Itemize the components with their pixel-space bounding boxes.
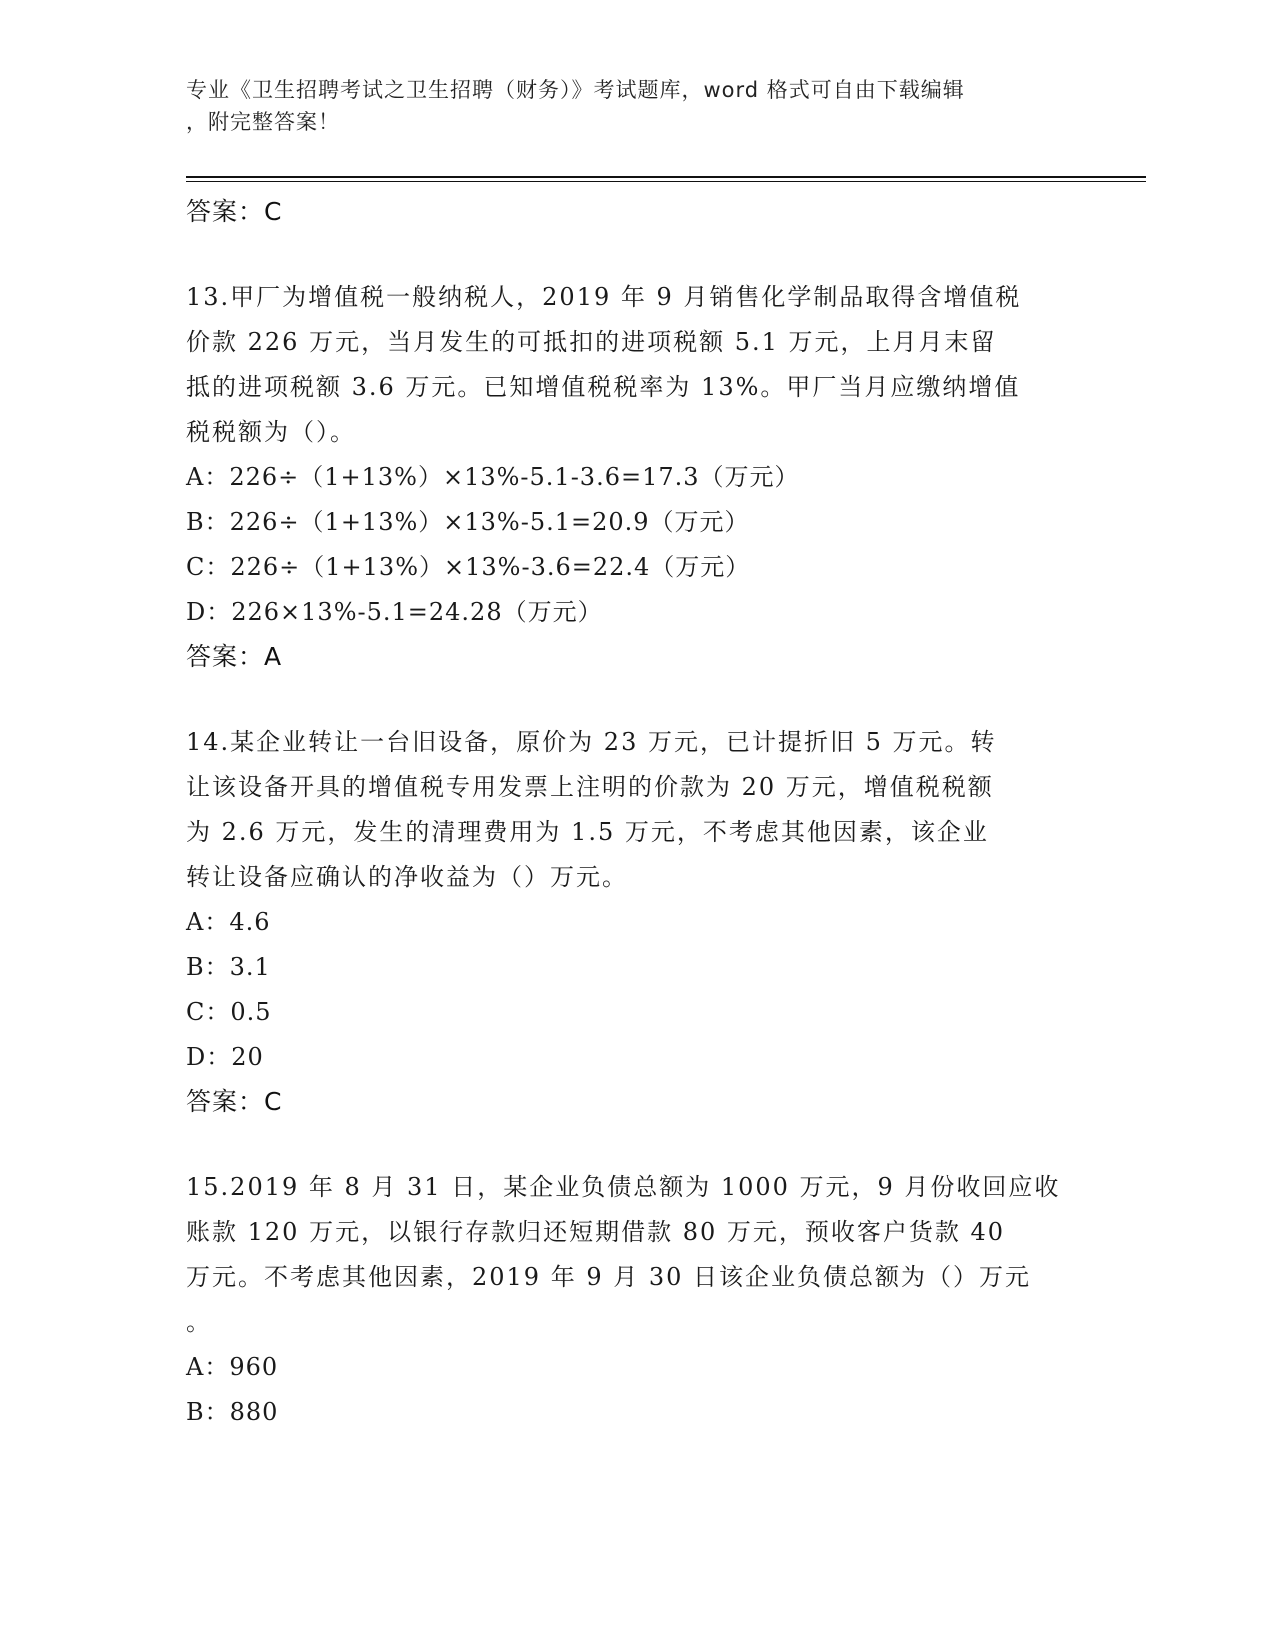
option-c: C：0.5 — [186, 998, 272, 1026]
option-a: A：4.6 — [186, 908, 271, 936]
question-line: 价款 226 万元，当月发生的可抵扣的进项税额 5.1 万元，上月月末留 — [186, 328, 997, 356]
header-rule-thick — [186, 176, 1146, 178]
header-rule-thin — [186, 181, 1146, 182]
header-line-2: ，附完整答案！ — [186, 110, 340, 134]
option-d: D：20 — [186, 1043, 264, 1071]
question-line: 抵的进项税额 3.6 万元。已知增值税税率为 13%。甲厂当月应缴纳增值 — [186, 373, 1021, 401]
option-b: B：226÷（1+13%）×13%-5.1=20.9（万元） — [186, 508, 750, 536]
question-line: 转让设备应确认的净收益为（）万元。 — [186, 863, 628, 891]
question-line: 让该设备开具的增值税专用发票上注明的价款为 20 万元，增值税税额 — [186, 773, 994, 801]
question-14 — [186, 720, 1086, 900]
option-b: B：3.1 — [186, 953, 271, 981]
question-line: 15.2019 年 8 月 31 日，某企业负债总额为 1000 万元，9 月份收回应收 — [186, 1173, 1061, 1201]
option-d: D：226×13%-5.1=24.28（万元） — [186, 598, 603, 626]
header-line-1: 专业《卫生招聘考试之卫生招聘（财务）》考试题库，word 格式可自由下载编辑 — [186, 78, 965, 102]
question-line: 14.某企业转让一台旧设备，原价为 23 万元，已计提折旧 5 万元。转 — [186, 728, 997, 756]
question-line: 13.甲厂为增值税一般纳税人，2019 年 9 月销售化学制品取得含增值税 — [186, 283, 1022, 311]
option-a: A：226÷（1+13%）×13%-5.1-3.6=17.3（万元） — [186, 463, 800, 491]
answer-prev: 答案：C — [186, 197, 283, 226]
question-15 — [186, 1165, 1086, 1345]
spacer — [186, 679, 1086, 720]
question-line: 。 — [186, 1308, 212, 1336]
question-line: 万元。不考虑其他因素，2019 年 9 月 30 日该企业负债总额为（）万元 — [186, 1263, 1032, 1291]
question-13 — [186, 275, 1086, 455]
spacer — [186, 234, 1086, 275]
question-line: 账款 120 万元，以银行存款归还短期借款 80 万元，预收客户货款 40 — [186, 1218, 1006, 1246]
spacer — [186, 1124, 1086, 1165]
question-line: 税税额为（）。 — [186, 418, 356, 446]
page-header — [186, 74, 1086, 138]
document-content — [186, 190, 1086, 1435]
option-c: C：226÷（1+13%）×13%-3.6=22.4（万元） — [186, 553, 751, 581]
answer-14: 答案：C — [186, 1087, 283, 1116]
answer-13: 答案：A — [186, 642, 283, 671]
option-b: B：880 — [186, 1398, 279, 1426]
question-line: 为 2.6 万元，发生的清理费用为 1.5 万元，不考虑其他因素，该企业 — [186, 818, 989, 846]
option-a: A：960 — [186, 1353, 279, 1381]
